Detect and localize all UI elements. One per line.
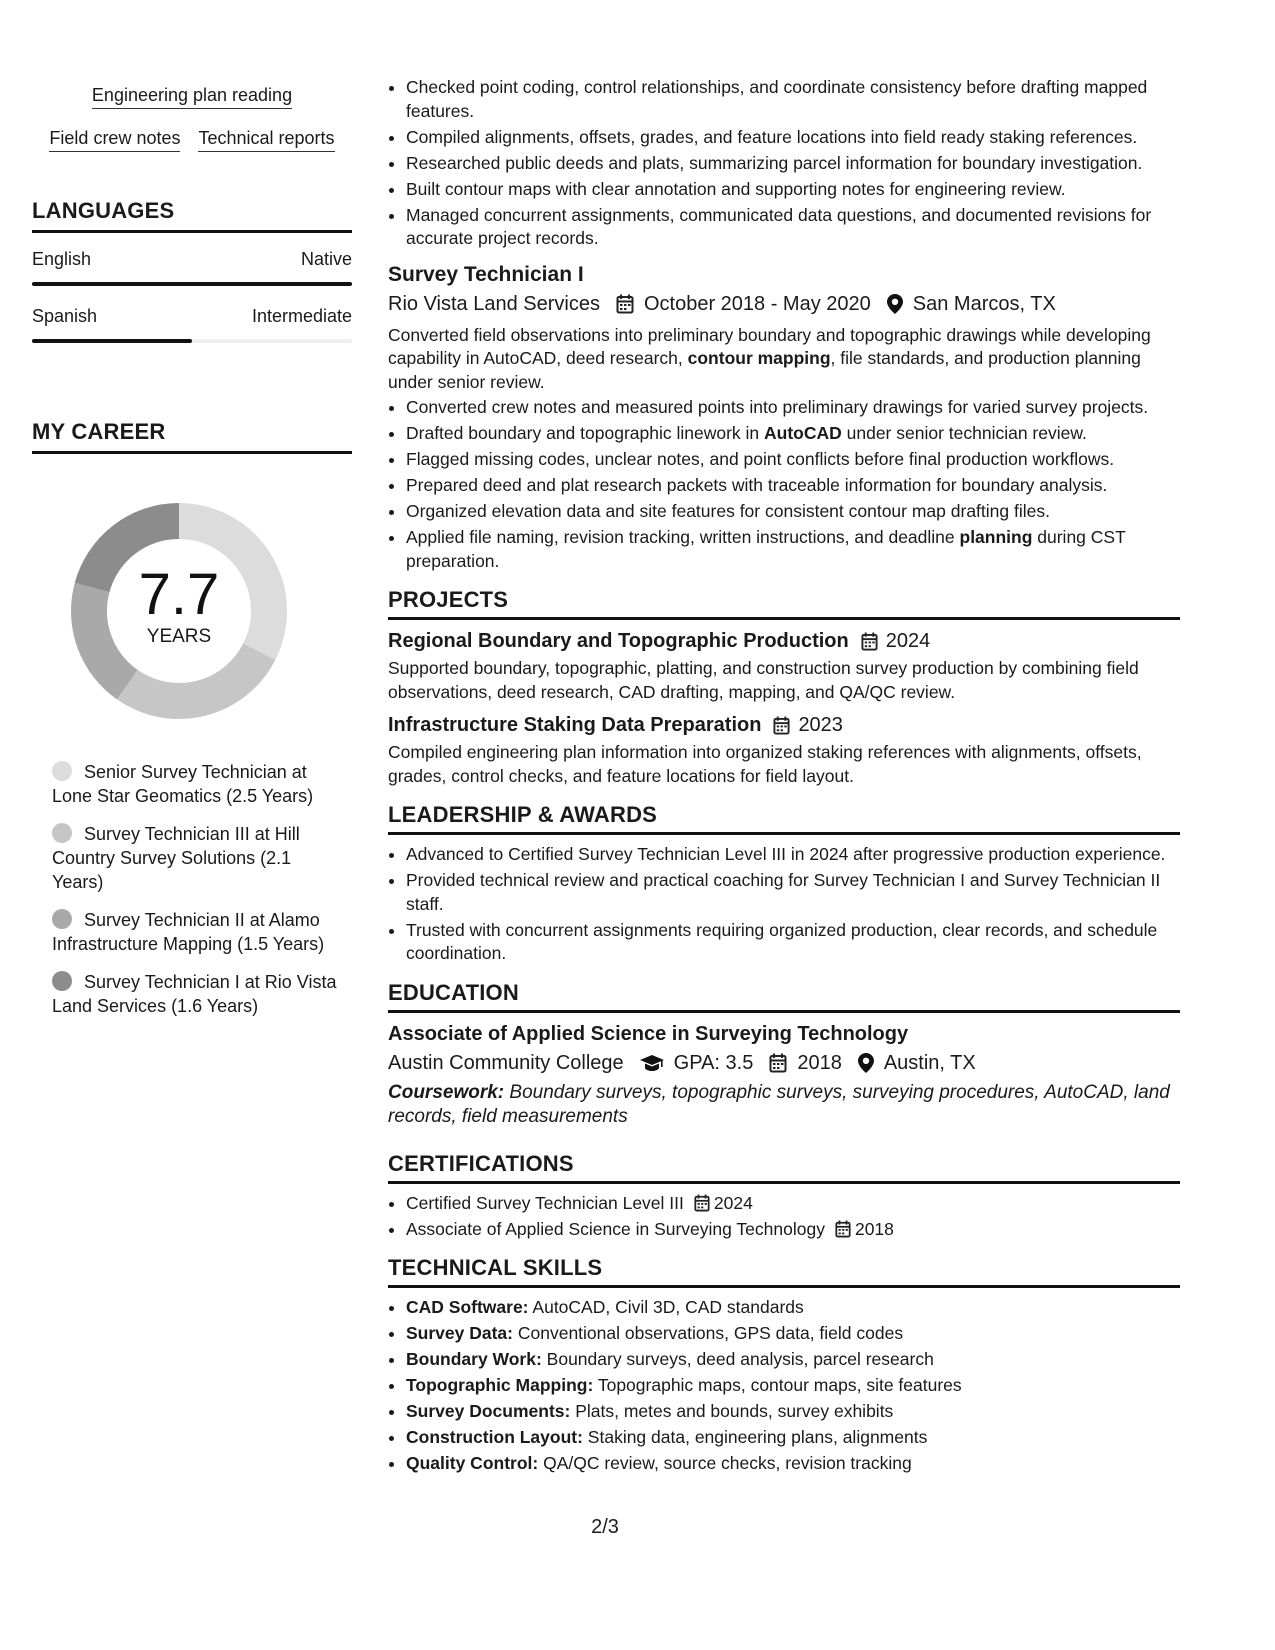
bullet-item <box>406 422 1180 446</box>
skill-value: AutoCAD, Civil 3D, CAD standards <box>528 1297 804 1317</box>
skill-tags <box>32 84 352 152</box>
right-column <box>388 76 1180 1478</box>
calendar-icon <box>769 1053 787 1073</box>
bullet-item: • Trusted with concurrent assignments requiring organized production, clear records, and schedule coordination. <box>406 919 1180 966</box>
education-meta <box>388 1052 1180 1075</box>
languages-title: LANGUAGES <box>32 198 352 233</box>
certification-item <box>406 1218 1180 1242</box>
career-legend-item <box>52 970 342 1018</box>
previous-job-bullets <box>388 76 1180 251</box>
job-summary <box>388 324 1180 395</box>
job-location <box>887 293 1056 316</box>
job-entry <box>388 263 1180 574</box>
certification-name: • Associate of Applied Science in Surveying Technology <box>406 1218 825 1239</box>
legend-label: Survey Technician III at Hill Country Survey Solutions (2.1 Years) <box>52 824 300 892</box>
skill-label: Boundary Work: <box>406 1349 542 1369</box>
project-year-text: 2023 <box>798 714 843 736</box>
calendar-icon <box>773 716 790 735</box>
job-title: Survey Technician I <box>388 262 584 286</box>
bullet-item: • Managed concurrent assignments, communicated data questions, and documented revisions for accurate project records. <box>406 204 1180 251</box>
technical-skills-list <box>388 1296 1180 1476</box>
skill-value: Conventional observations, GPS data, field codes <box>513 1323 904 1343</box>
project-year <box>767 714 843 737</box>
job-dates <box>616 293 871 316</box>
education-entry <box>388 1023 1180 1129</box>
career-legend-item <box>52 760 342 808</box>
calendar-icon <box>861 632 878 651</box>
skill-item <box>406 1426 1180 1450</box>
job-location-text: San Marcos, TX <box>912 292 1056 315</box>
projects-title: PROJECTS <box>388 587 1180 620</box>
bullet-text: under senior technician review. <box>841 423 1087 443</box>
education-title: EDUCATION <box>388 980 1180 1013</box>
career-legend-item <box>52 822 342 894</box>
certifications-list <box>388 1192 1180 1242</box>
map-pin-icon <box>887 294 903 314</box>
project-year-text: 2024 <box>885 630 931 652</box>
education-location-text: Austin, TX <box>883 1051 976 1074</box>
coursework-label: Coursework: <box>388 1081 505 1103</box>
education-year <box>769 1052 842 1075</box>
bullet-text: Drafted boundary and topographic linework in <box>406 423 764 443</box>
career-title: MY CAREER <box>32 419 352 454</box>
education-gpa-text: GPA: 3.5 <box>673 1051 754 1074</box>
language-name: English <box>32 249 92 269</box>
legend-dot <box>52 761 72 781</box>
language-item <box>32 306 352 343</box>
job-company <box>388 293 600 316</box>
skill-item <box>406 1400 1180 1424</box>
bullet-item: • Converted crew notes and measured points into preliminary drawings for varied survey projects. <box>406 396 1180 420</box>
project-name: Regional Boundary and Topographic Production <box>388 630 849 652</box>
skill-item <box>406 1322 1180 1346</box>
map-pin-icon <box>858 1053 874 1073</box>
bullet-item: • Flagged missing codes, unclear notes, and point conflicts before final production workflows. <box>406 448 1180 472</box>
skill-value: QA/QC review, source checks, revision tracking <box>538 1453 912 1473</box>
project-item <box>388 714 1180 788</box>
language-level: Native <box>300 249 352 269</box>
skill-label: Construction Layout: <box>406 1427 583 1447</box>
language-bar-fill <box>32 339 192 343</box>
education-school: Austin Community College <box>388 1051 624 1074</box>
bullet-item: • Researched public deeds and plats, summarizing parcel information for boundary investigation. <box>406 152 1180 176</box>
bullet-text: Applied file naming, revision tracking, written instructions, and deadline <box>406 527 960 547</box>
bullet-item: • Advanced to Certified Survey Technician Level III in 2024 after progressive production experience. <box>406 843 1180 867</box>
coursework-text: Boundary surveys, topographic surveys, surveying procedures, AutoCAD, land records, field measurements <box>388 1081 1170 1127</box>
technical-skills-title: TECHNICAL SKILLS <box>388 1255 1180 1288</box>
bullet-item: • Organized elevation data and site features for consistent contour map drafting files. <box>406 500 1180 524</box>
skill-item <box>406 1452 1180 1476</box>
skill-item <box>406 1374 1180 1398</box>
bullet-bold: planning <box>959 527 1033 547</box>
summary-text: Converted field observations into preliminary boundary and topographic drawings while developing capability in AutoCAD, deed research, <box>388 324 1151 368</box>
bullet-item: • Compiled alignments, offsets, grades, and feature locations into field ready staking references. <box>406 126 1180 150</box>
skill-value: Plats, metes and bounds, survey exhibits <box>570 1401 894 1421</box>
legend-dot <box>52 971 72 991</box>
certification-year: 2018 <box>854 1218 894 1239</box>
bullet-bold: AutoCAD <box>764 423 842 443</box>
language-level: Intermediate <box>251 306 352 326</box>
bullet-item: • Checked point coding, control relationships, and coordinate consistency before drafting mapped features. <box>406 76 1180 123</box>
calendar-icon <box>616 294 634 314</box>
skill-label: Quality Control: <box>406 1453 539 1473</box>
skill-label: Survey Data: <box>406 1323 513 1343</box>
page-number: 2/3 <box>591 1516 619 1538</box>
language-name: Spanish <box>32 306 98 326</box>
legend-dot <box>52 823 72 843</box>
project-year <box>855 630 931 653</box>
legend-label: Survey Technician I at Rio Vista Land Services (1.6 Years) <box>52 972 337 1016</box>
legend-dot <box>52 909 72 929</box>
language-bar <box>32 282 352 286</box>
certifications-title: CERTIFICATIONS <box>388 1151 1180 1184</box>
skill-label: Survey Documents: <box>406 1401 571 1421</box>
language-bar-fill <box>32 282 352 286</box>
summary-bold: contour mapping <box>687 348 831 368</box>
legend-label: Senior Survey Technician at Lone Star Geomatics (2.5 Years) <box>52 762 314 806</box>
calendar-icon <box>694 1194 710 1212</box>
skill-value: Staking data, engineering plans, alignments <box>582 1427 928 1447</box>
bullet-item: • Built contour maps with clear annotation and supporting notes for engineering review. <box>406 178 1180 202</box>
project-item <box>388 630 1180 704</box>
education-degree: Associate of Applied Science in Surveying Technology <box>388 1022 909 1045</box>
skill-value: Topographic maps, contour maps, site features <box>593 1375 962 1395</box>
skill-item <box>406 1296 1180 1320</box>
education-year-text: 2018 <box>797 1051 842 1074</box>
job-dates-text: October 2018 - May 2020 <box>643 292 871 315</box>
skill-tag: Technical reports <box>198 127 334 152</box>
career-donut-chart <box>64 496 294 726</box>
project-name: Infrastructure Staking Data Preparation <box>388 714 762 736</box>
languages-section <box>32 198 352 343</box>
graduation-cap-icon <box>640 1054 664 1072</box>
job-meta <box>388 293 1180 316</box>
bullet-item: • Provided technical review and practical coaching for Survey Technician I and Survey Technician II staff. <box>406 869 1180 916</box>
job-bullets <box>388 396 1180 573</box>
skill-label: Topographic Mapping: <box>406 1375 594 1395</box>
leadership-list <box>388 843 1180 966</box>
career-total-value: 7.7 <box>138 562 220 627</box>
skill-tag: Field crew notes <box>49 127 180 152</box>
skill-item <box>406 1348 1180 1372</box>
language-bar <box>32 339 352 343</box>
career-section <box>32 419 352 1018</box>
summary-text: , file standards, and production planning under senior review. <box>388 348 1141 392</box>
calendar-icon <box>835 1220 851 1238</box>
career-total-unit: YEARS <box>146 626 212 647</box>
education-location <box>858 1052 976 1075</box>
project-description: Supported boundary, topographic, platting, and construction survey production by combining field observations, deed research, CAD drafting, mapping, and QA/QC review. <box>388 658 1139 702</box>
legend-label: Survey Technician II at Alamo Infrastructure Mapping (1.5 Years) <box>52 910 325 954</box>
skill-value: Boundary surveys, deed analysis, parcel research <box>541 1349 934 1369</box>
bullet-item: • Prepared deed and plat research packets with traceable information for boundary analysis. <box>406 474 1180 498</box>
project-description: Compiled engineering plan information into organized staking references with alignments, offsets, grades, control checks, and feature locations for field layout. <box>388 742 1142 786</box>
career-legend <box>52 760 342 1018</box>
certification-name: • Certified Survey Technician Level III <box>406 1192 684 1213</box>
certification-item <box>406 1192 1180 1216</box>
education-gpa <box>640 1052 754 1075</box>
company-name: Rio Vista Land Services <box>388 292 600 315</box>
bullet-item <box>406 526 1180 573</box>
education-coursework <box>388 1081 1180 1129</box>
leadership-title: LEADERSHIP & AWARDS <box>388 802 1180 835</box>
left-column <box>32 84 352 1032</box>
career-legend-item <box>52 908 342 956</box>
bullet-text: during CST preparation. <box>406 527 1126 571</box>
skill-label: CAD Software: <box>406 1297 529 1317</box>
language-item <box>32 249 352 286</box>
certification-year: 2024 <box>713 1192 753 1213</box>
skill-tag: Engineering plan reading <box>92 84 292 109</box>
